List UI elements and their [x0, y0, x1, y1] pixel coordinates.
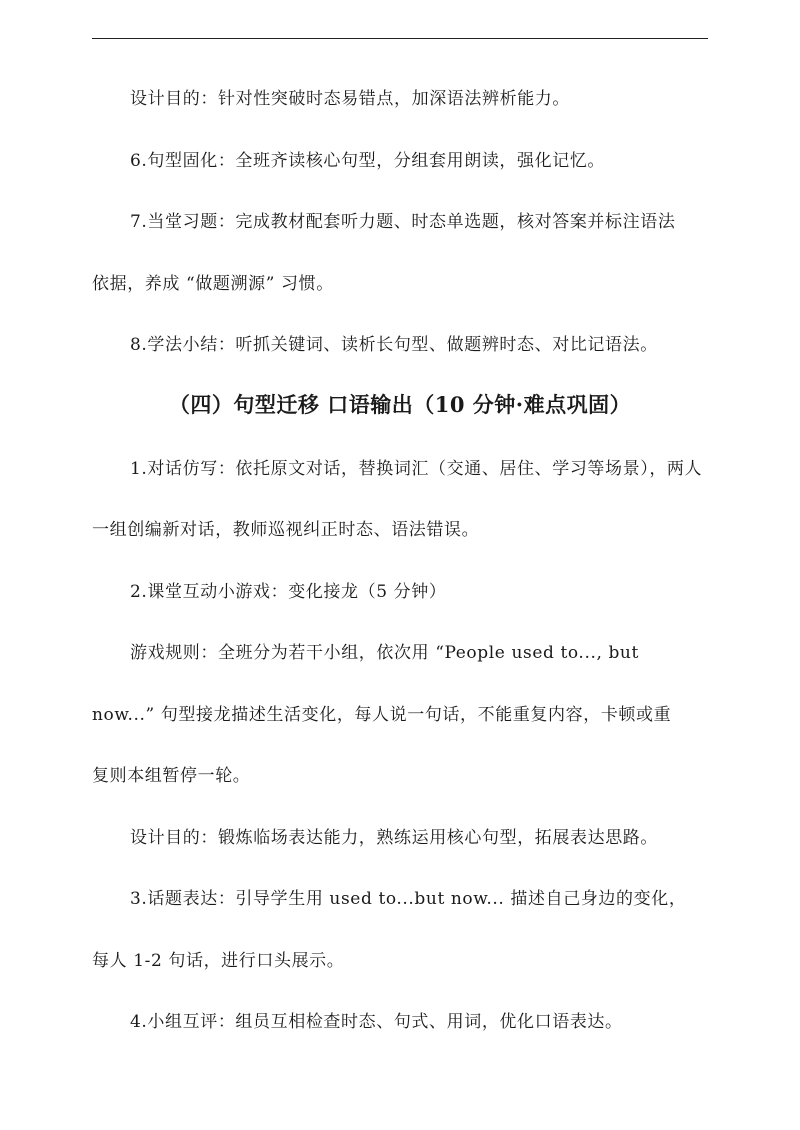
paragraph-method-summary: 8.学法小结：听抓关键词、读析长句型、做题辨时态、对比记语法。 — [130, 335, 658, 355]
paragraph-topic-expression-cont: 每人 1-2 句话，进行口头展示。 — [92, 951, 345, 971]
paragraph-classroom-game: 2.课堂互动小游戏：变化接龙（5 分钟） — [130, 582, 447, 602]
paragraph-sentence-pattern: 6.句型固化：全班齐读核心句型，分组套用朗读，强化记忆。 — [130, 151, 606, 171]
paragraph-dialogue-imitation-cont: 一组创编新对话，教师巡视纠正时态、语法错误。 — [92, 520, 480, 540]
paragraph-topic-expression: 3.话题表达：引导学生用 used to...but now... 描述自己身边的变化， — [130, 889, 687, 909]
paragraph-game-rules-cont2: 复则本组暂停一轮。 — [92, 766, 251, 786]
paragraph-design-goal: 设计目的：针对性突破时态易错点，加深语法辨析能力。 — [130, 89, 570, 109]
paragraph-game-rules-cont: now...” 句型接龙描述生活变化，每人说一句话，不能重复内容，卡顿或重 — [92, 705, 672, 725]
paragraph-game-rules: 游戏规则：全班分为若干小组，依次用 “People used to..., but — [130, 643, 639, 663]
paragraph-in-class-exercise-cont: 依据，养成 “做题溯源” 习惯。 — [92, 274, 334, 294]
paragraph-peer-review: 4.小组互评：组员互相检查时态、句式、用词，优化口语表达。 — [130, 1012, 623, 1032]
paragraph-dialogue-imitation: 1.对话仿写：依托原文对话，替换词汇（交通、居住、学习等场景），两人 — [130, 459, 703, 479]
paragraph-in-class-exercise: 7.当堂习题：完成教材配套听力题、时态单选题，核对答案并标注语法 — [130, 212, 676, 232]
paragraph-design-goal-2: 设计目的：锻炼临场表达能力，熟练运用核心句型，拓展表达思路。 — [130, 828, 658, 848]
section-heading: （四）句型迁移 口语输出（10 分钟·难点巩固） — [168, 392, 632, 417]
header-rule — [92, 38, 708, 39]
